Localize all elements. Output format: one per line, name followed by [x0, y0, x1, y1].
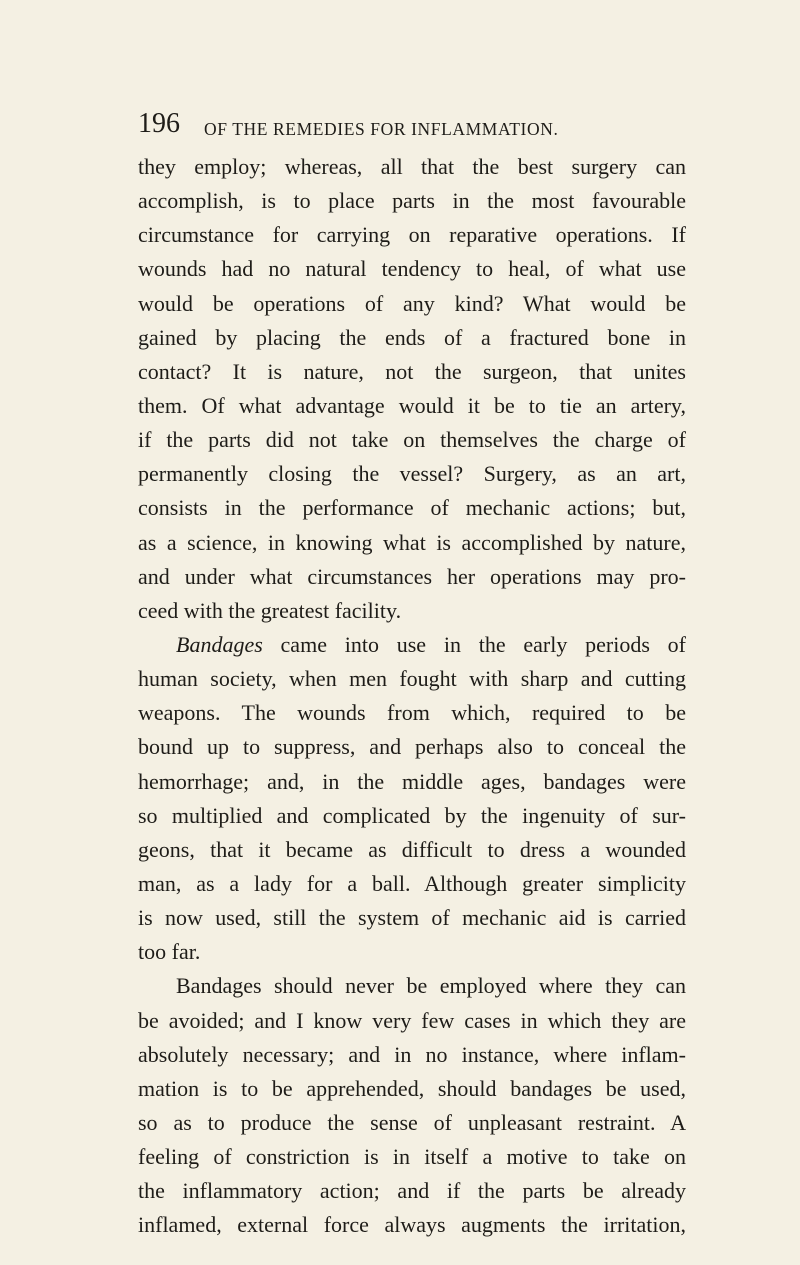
text-line: bound up to suppress, and perhaps also to conceal the	[138, 734, 686, 760]
running-title: OF THE REMEDIES FOR INFLAMMATION.	[204, 119, 559, 139]
text-line: is now used, still the system of mechanic aid is carried	[138, 905, 686, 931]
text-line: Bandages should never be employed where they can	[176, 973, 686, 999]
italic-term: Bandages	[176, 631, 263, 657]
text-line: accomplish, is to place parts in the most favourable	[138, 188, 686, 214]
text-line: the inflammatory action; and if the parts be already	[138, 1178, 686, 1204]
text-line: human society, when men fought with sharp and cutting	[138, 666, 686, 692]
text-line: if the parts did not take on themselves the charge of	[138, 427, 686, 453]
text-line: them. Of what advantage would it be to tie an artery,	[138, 392, 686, 418]
running-head	[138, 104, 698, 144]
text-line: consists in the performance of mechanic actions; but,	[138, 495, 686, 521]
text-line: be avoided; and I know very few cases in which they are	[138, 1007, 686, 1033]
text-line: ceed with the greatest facility.	[138, 597, 402, 623]
text-line: so as to produce the sense of unpleasant restraint. A	[138, 1109, 686, 1135]
text-line: man, as a lady for a ball. Although greater simplicity	[138, 870, 686, 896]
text-line: hemorrhage; and, in the middle ages, bandages were	[138, 768, 686, 794]
text-line: inflamed, external force always augments the irritation,	[138, 1212, 686, 1238]
page-number: 196	[138, 108, 180, 139]
text-line: as a science, in knowing what is accomplished by nature,	[138, 529, 686, 555]
text-line: they employ; whereas, all that the best surgery can	[138, 154, 686, 179]
text-line: permanently closing the vessel? Surgery, as an art,	[138, 461, 686, 487]
text-line: geons, that it became as difficult to dress a wounded	[138, 836, 686, 862]
text-line: contact? It is nature, not the surgeon, that unites	[138, 358, 686, 384]
text-line: feeling of constriction is in itself a motive to take on	[138, 1144, 686, 1170]
paragraph-start-line	[138, 628, 686, 662]
body-text	[138, 150, 686, 1243]
text-line: mation is to be apprehended, should bandages be used,	[138, 1075, 686, 1101]
text-line: wounds had no natural tendency to heal, of what use	[138, 256, 686, 282]
text-line: gained by placing the ends of a fractured bone in	[138, 324, 686, 350]
text-line: and under what circumstances her operations may pro-	[138, 563, 686, 589]
text-line: too far.	[138, 939, 201, 965]
text-line: absolutely necessary; and in no instance, where inflam-	[138, 1041, 686, 1067]
text-line: would be operations of any kind? What would be	[138, 290, 686, 316]
text-line: so multiplied and complicated by the ingenuity of sur-	[138, 802, 686, 828]
text-line: circumstance for carrying on reparative operations. If	[138, 222, 686, 248]
text-line: weapons. The wounds from which, required to be	[138, 700, 686, 726]
text-line-rest: came into use in the early periods of	[280, 631, 686, 657]
